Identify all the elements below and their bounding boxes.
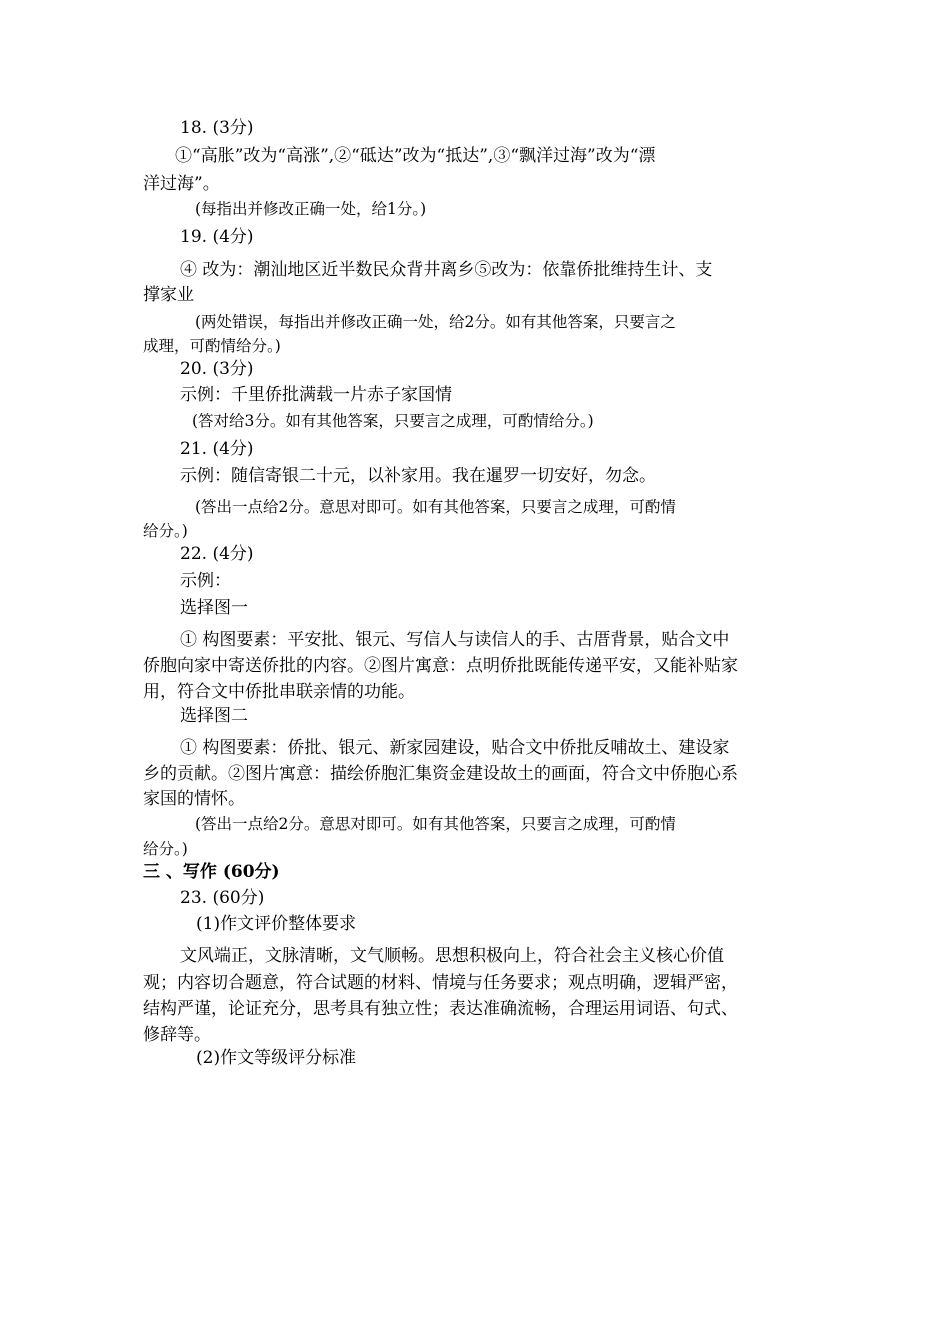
q18-header: 18. (3分): [180, 118, 254, 138]
q23-paragraph-line3: 结构严谨，论证充分，思考具有独立性；表达准确流畅，合理运用词语、句式、: [143, 999, 738, 1019]
q19-answer-line1: ④ 改为：潮汕地区近半数民众背井离乡⑤改为：依靠侨批维持生计、支: [180, 260, 713, 280]
q21-scoring-note-line1: (答出一点给2分。意思对即可。如有其他答案，只要言之成理，可酌情: [195, 498, 676, 516]
q19-scoring-note-line2: 成理，可酌情给分。): [143, 337, 281, 355]
q22-option2-line3: 家国的情怀。: [143, 789, 245, 809]
q23-subheading-1: (1)作文评价整体要求: [196, 914, 357, 934]
q20-header: 20. (3分): [180, 359, 254, 379]
section3-title: 三 、写作 (60分): [143, 862, 280, 882]
q22-option1-line1: ① 构图要素：平安批、银元、写信人与读信人的手、古厝背景，贴合文中: [180, 630, 730, 650]
q22-scoring-note-line2: 给分。): [143, 840, 188, 858]
q20-example: 示例：千里侨批满载一片赤子家国情: [180, 385, 452, 405]
q21-scoring-note-line2: 给分。): [143, 522, 188, 540]
q22-option1-title: 选择图一: [180, 598, 248, 618]
q22-scoring-note-line1: (答出一点给2分。意思对即可。如有其他答案，只要言之成理，可酌情: [195, 815, 676, 833]
q22-header: 22. (4分): [180, 544, 254, 564]
q23-header: 23. (60分): [180, 888, 265, 908]
q20-scoring-note: (答对给3分。如有其他答案，只要言之成理，可酌情给分。): [192, 412, 594, 430]
q23-paragraph-line4: 修辞等。: [143, 1025, 211, 1045]
q22-option2-line1: ① 构图要素：侨批、银元、新家园建设，贴合文中侨批反哺故土、建设家: [180, 738, 730, 758]
q21-header: 21. (4分): [180, 439, 254, 459]
q22-option2-title: 选择图二: [180, 706, 248, 726]
q22-example-label: 示例：: [180, 571, 231, 591]
q22-option1-line3: 用，符合文中侨批串联亲情的功能。: [143, 682, 415, 702]
q18-scoring-note: (每指出并修改正确一处，给1分。): [195, 200, 427, 218]
q22-option2-line2: 乡的贡献。②图片寓意：描绘侨胞汇集资金建设故土的画面，符合文中侨胞心系: [143, 764, 738, 784]
q21-example: 示例：随信寄银二十元，以补家用。我在暹罗一切安好，勿念。: [180, 466, 656, 486]
q18-answer-line2: 洋过海”。: [143, 174, 220, 194]
q23-paragraph-line1: 文风端正，文脉清晰，文气顺畅。思想积极向上，符合社会主义核心价值: [180, 946, 724, 966]
q23-paragraph-line2: 观；内容切合题意，符合试题的材料、情境与任务要求；观点明确，逻辑严密，: [143, 973, 738, 993]
q22-option1-line2: 侨胞向家中寄送侨批的内容。②图片寓意：点明侨批既能传递平安，又能补贴家: [143, 656, 738, 676]
q18-answer-line1: ①“高胀”改为“高涨”,②“砥达”改为“抵达”,③“飘洋过海”改为“漂: [175, 146, 656, 166]
q19-header: 19. (4分): [180, 227, 254, 247]
q23-subheading-2: (2)作文等级评分标准: [196, 1048, 357, 1068]
q19-scoring-note-line1: (两处错误，每指出并修改正确一处，给2分。如有其他答案，只要言之: [195, 313, 676, 331]
q19-answer-line2: 撑家业: [143, 285, 194, 305]
